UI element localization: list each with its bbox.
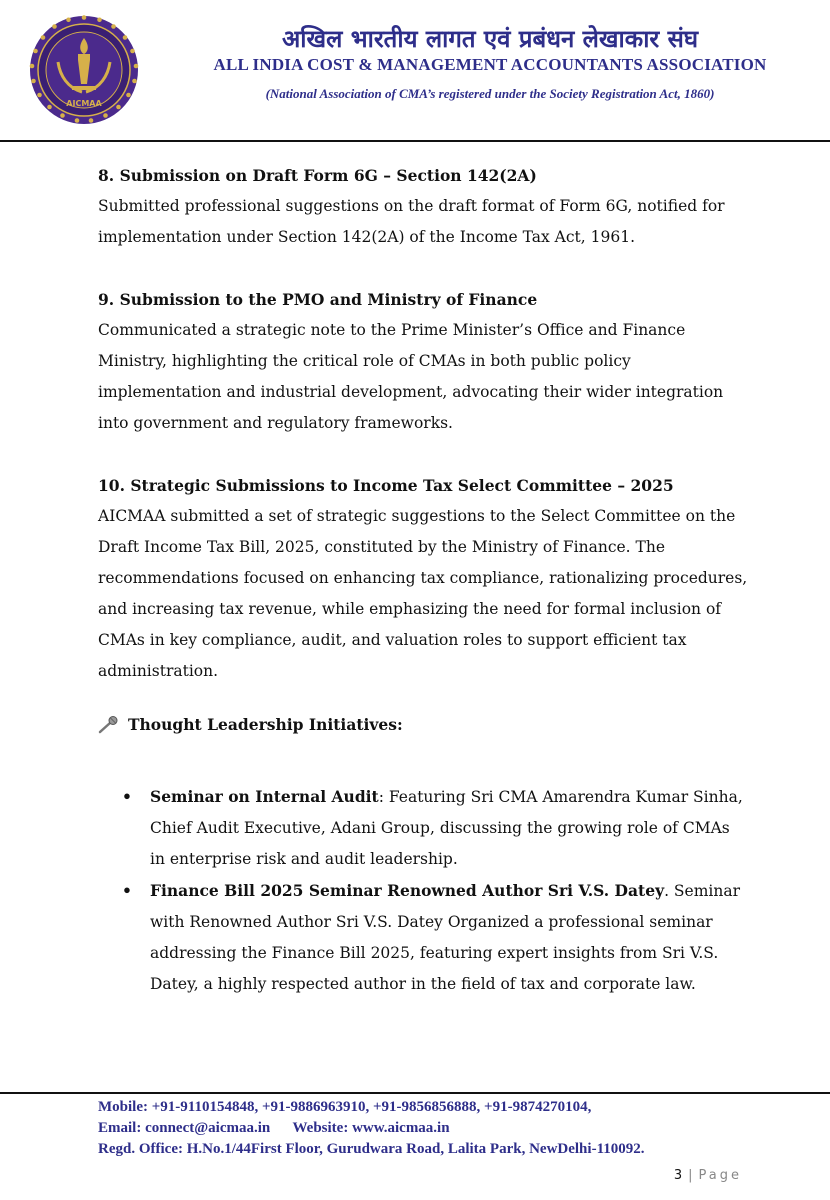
footer-contact xyxy=(98,1097,818,1160)
thought-leadership-heading xyxy=(98,709,748,740)
section-9-title: 9. Submission to the PMO and Ministry of Finance xyxy=(98,290,538,309)
microphone-icon xyxy=(98,716,120,734)
bullet: • xyxy=(122,787,132,806)
section-10-title: 10. Strategic Submissions to Income Tax Select Committee – 2025 xyxy=(98,476,674,495)
page-content xyxy=(98,160,748,1000)
initiative-title: Seminar on Internal Audit xyxy=(150,787,379,806)
initiative-text: : Featuring Sri CMA Amarendra Kumar Sinha, Chief Audit Executive, Adani Group, discussing the growing role of CMAs in enterprise risk and audit leadership. xyxy=(150,788,743,868)
list-item xyxy=(98,781,748,875)
thought-leadership-title: Thought Leadership Initiatives: xyxy=(128,715,403,734)
initiative-title: Finance Bill 2025 Seminar Renowned Author Sri V.S. Datey xyxy=(150,881,665,900)
org-name-hindi: अखिल भारतीय लागत एवं प्रबंधन लेखाकार संघ xyxy=(281,25,699,53)
initiatives-list xyxy=(98,781,748,1000)
section-8-body: Submitted professional suggestions on the draft format of Form 6G, notified for implementation under Section 142(2A) of the Income Tax Act, 1961. xyxy=(98,197,725,246)
aicmaa-logo-icon xyxy=(28,14,140,126)
list-item xyxy=(98,875,748,1000)
org-name-english: ALL INDIA COST & MANAGEMENT ACCOUNTANTS ASSOCIATION xyxy=(213,55,767,74)
page-number-value: 3 xyxy=(673,1168,683,1183)
section-8-title: 8. Submission on Draft Form 6G – Section 142(2A) xyxy=(98,166,537,185)
section-10-body: AICMAA submitted a set of strategic suggestions to the Select Committee on the Draft Income Tax Bill, 2025, constituted by the Ministry of Finance. The recommendations focused on enhancing tax compliance, rationalizing procedures, and increasing tax revenue, while emphasizing the need for formal inclusion of CMAs in key compliance, audit, and valuation roles to support efficient tax administration. xyxy=(98,507,748,680)
bullet: • xyxy=(122,881,132,900)
page-number xyxy=(674,1168,742,1183)
header-divider xyxy=(0,140,830,142)
initiative-text: . Seminar with Renowned Author Sri V.S. Datey Organized a professional seminar addressing the Finance Bill 2025, featuring expert insights from Sri V.S. Datey, a highly respected author in the field of tax and corporate law. xyxy=(150,882,741,993)
page-label: Page xyxy=(698,1168,742,1183)
footer-email-website: Email: connect@aicmaa.in Website: www.aicmaa.in xyxy=(98,1120,450,1136)
section-9-body: Communicated a strategic note to the Prime Minister’s Office and Finance Ministry, highlighting the critical role of CMAs in both public policy implementation and industrial development, advocating their wider integration into government and regulatory frameworks. xyxy=(98,321,724,432)
page-separator: | xyxy=(688,1168,693,1183)
footer-mobile: Mobile: +91-9110154848, +91-9886963910, +91-9856856888, +91-9874270104, xyxy=(98,1099,592,1115)
org-registration-note: (National Association of CMA’s registered under the Society Registration Act, 1860) xyxy=(265,86,715,101)
svg-text:AICMAA: AICMAA xyxy=(66,99,102,108)
letterhead xyxy=(0,0,830,140)
footer-office-address: Regd. Office: H.No.1/44First Floor, Gurudwara Road, Lalita Park, NewDelhi-110092. xyxy=(98,1141,645,1157)
footer-divider xyxy=(0,1092,830,1094)
